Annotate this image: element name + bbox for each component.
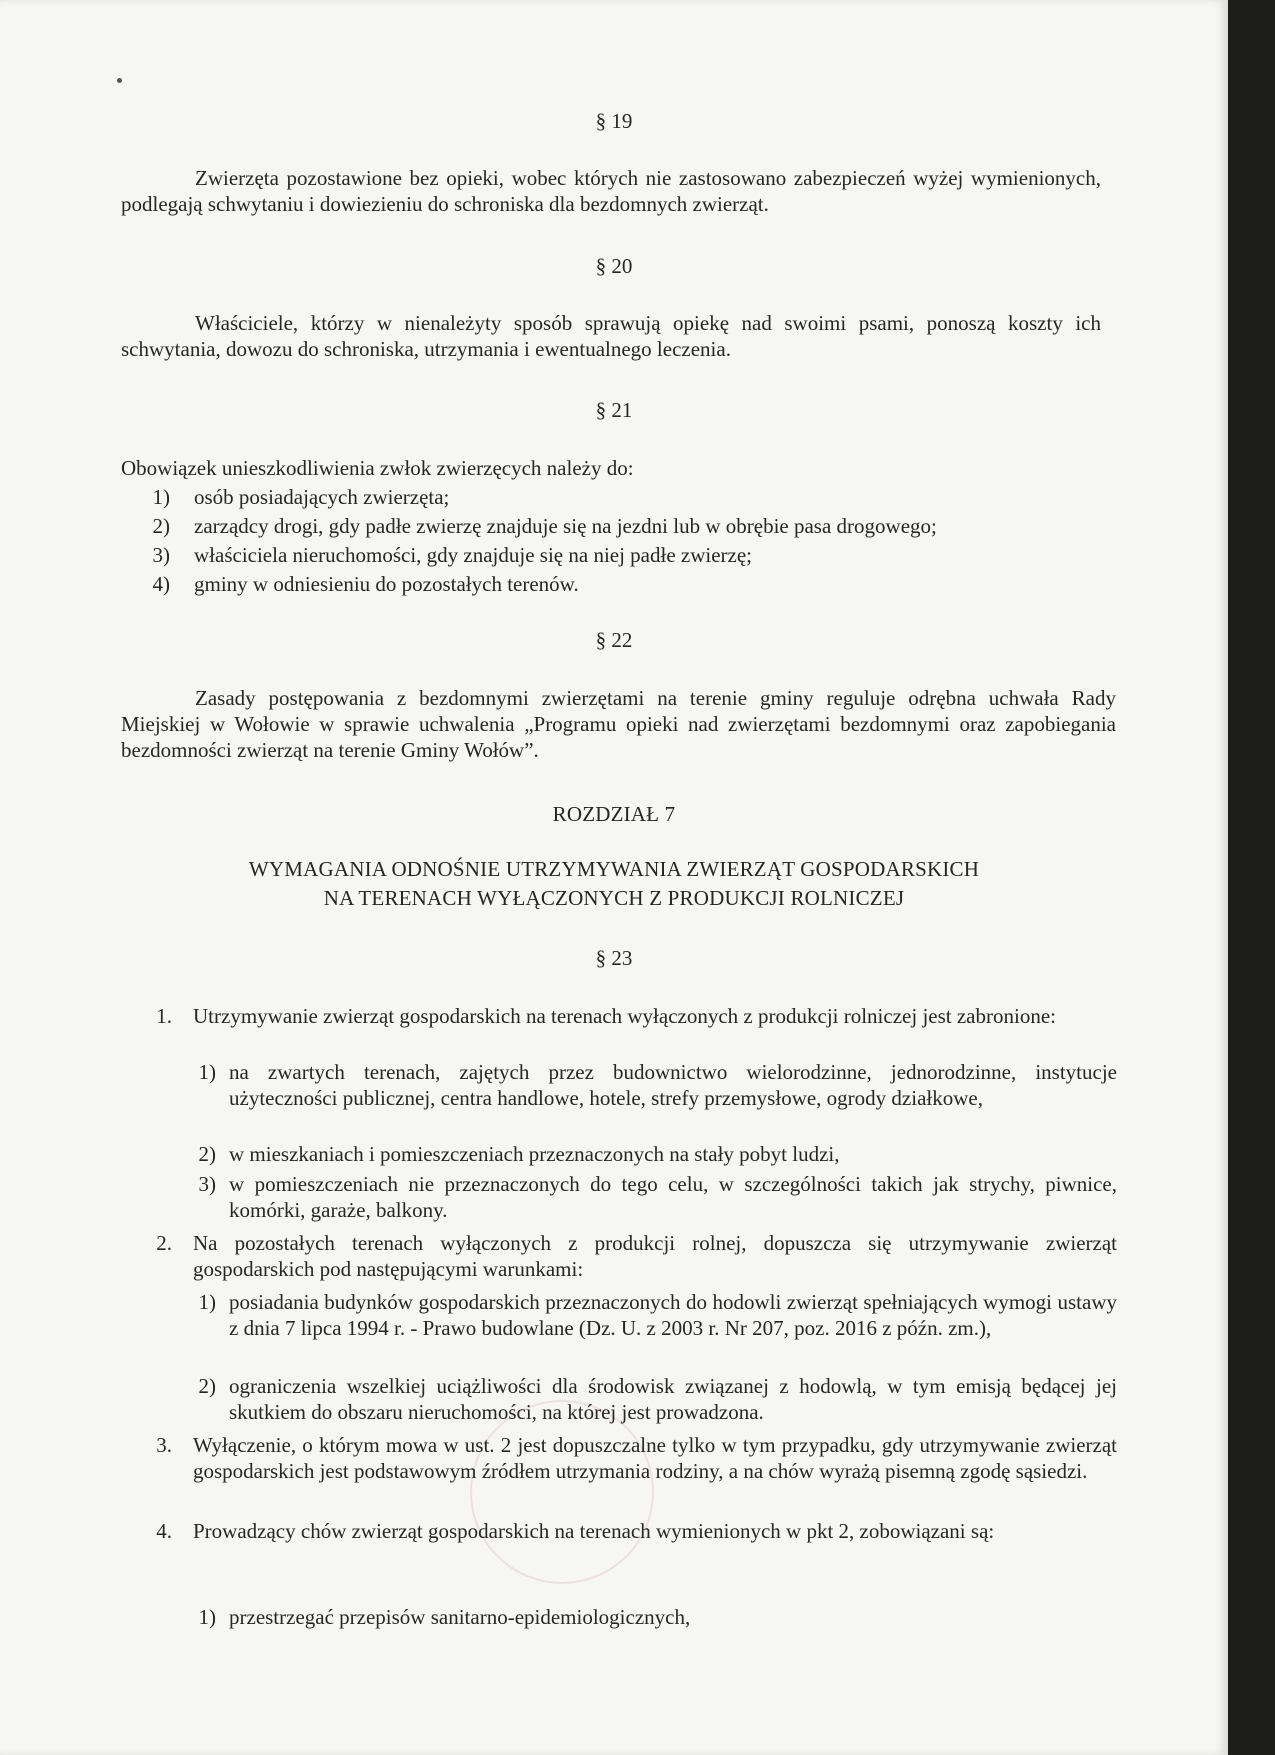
section-22-text: Zasady postępowania z bezdomnymi zwierzętami na terenie gminy reguluje odrębna uchwała Rady Miejskiej w Wołowie w sprawie uchwalenia „Programu opieki nad zwierzętami bezdomnymi oraz zapobiegania bezdomności zwierząt na terenie Gminy Wołów”. (121, 686, 1116, 762)
section-21-intro: Obowiązek unieszkodliwienia zwłok zwierzęcych należy do: (121, 456, 634, 480)
list-item: osób posiadających zwierzęta; (194, 485, 450, 509)
list-number: 1) (198, 1290, 216, 1314)
paragraph-text: Prowadzący chów zwierząt gospodarskich na terenach wymienionych w pkt 2, zobowiązani są: (193, 1519, 995, 1543)
section-19-title: § 19 (595, 109, 633, 133)
chapter-title-line-1: WYMAGANIA ODNOŚNIE UTRZYMYWANIA ZWIERZĄT GOSPODARSKICH (248, 857, 980, 881)
list-number: 1) (152, 485, 170, 509)
list-item: ograniczenia wszelkiej uciążliwości dla środowisk związanej z hodowlą, w tym emisją będącej jej skutkiem do obszaru nieruchomości, na której jest prowadzona. (229, 1374, 1117, 1424)
paragraph-number: 2. (156, 1231, 172, 1255)
section-21-title: § 21 (595, 398, 633, 422)
list-item: w pomieszczeniach nie przeznaczonych do tego celu, w szczególności takich jak strychy, piwnice, komórki, garaże, balkony. (229, 1172, 1117, 1222)
chapter-label: ROZDZIAŁ 7 (552, 802, 676, 826)
list-number: 3) (152, 543, 170, 567)
faint-stamp (470, 1400, 654, 1584)
section-22-title: § 22 (595, 628, 633, 652)
list-number: 2) (198, 1374, 216, 1398)
list-item: na zwartych terenach, zajętych przez budownictwo wielorodzinne, jednorodzinne, instytucje użyteczności publicznej, centra handlowe, hotele, strefy przemysłowe, ogrody działkowe, (229, 1060, 1117, 1110)
list-item: gminy w odniesieniu do pozostałych terenów. (194, 572, 579, 596)
list-item: posiadania budynków gospodarskich przeznaczonych do hodowli zwierząt spełniających wymogi ustawy z dnia 7 lipca 1994 r. - Prawo budowlane (Dz. U. z 2003 r. Nr 207, poz. 2016 z późn. zm.), (229, 1290, 1117, 1340)
list-number: 1) (198, 1605, 216, 1629)
list-item: właściciela nieruchomości, gdy znajduje się na niej padłe zwierzę; (194, 543, 753, 567)
paragraph-number: 4. (156, 1519, 172, 1543)
section-19-text: Zwierzęta pozostawione bez opieki, wobec których nie zastosowano zabezpieczeń wyżej wymienionych, podlegają schwytaniu i dowiezieniu do schroniska dla bezdomnych zwierząt. (121, 166, 1101, 216)
list-number: 4) (152, 572, 170, 596)
section-20-text: Właściciele, którzy w nienależyty sposób sprawują opiekę nad swoimi psami, ponoszą koszty ich schwytania, dowozu do schroniska, utrzymania i ewentualnego leczenia. (121, 311, 1101, 361)
list-item: przestrzegać przepisów sanitarno-epidemiologicznych, (229, 1605, 691, 1629)
list-number: 1) (198, 1060, 216, 1084)
section-23-title: § 23 (595, 946, 633, 970)
list-item: w mieszkaniach i pomieszczeniach przeznaczonych na stały pobyt ludzi, (229, 1142, 840, 1166)
list-number: 2) (152, 514, 170, 538)
paragraph-text: Na pozostałych terenach wyłączonych z produkcji rolnej, dopuszcza się utrzymywanie zwierząt gospodarskich pod następującymi warunkami: (193, 1231, 1117, 1281)
list-number: 2) (198, 1142, 216, 1166)
paragraph-text: Utrzymywanie zwierząt gospodarskich na terenach wyłączonych z produkcji rolniczej jest zabronione: (193, 1004, 1056, 1028)
chapter-title-line-2: NA TERENACH WYŁĄCZONYCH Z PRODUKCJI ROLNICZEJ (323, 886, 905, 910)
scan-speck (117, 78, 122, 83)
section-20-title: § 20 (595, 254, 633, 278)
paragraph-number: 3. (156, 1433, 172, 1457)
paragraph-number: 1. (156, 1004, 172, 1028)
list-number: 3) (198, 1172, 216, 1196)
list-item: zarządcy drogi, gdy padłe zwierzę znajduje się na jezdni lub w obrębie pasa drogowego; (194, 514, 937, 538)
paragraph-text: Wyłączenie, o którym mowa w ust. 2 jest dopuszczalne tylko w tym przypadku, gdy utrzymywanie zwierząt gospodarskich jest podstawowym źródłem utrzymania rodziny, a na chów wyrażą pisemną zgodę sąsiedzi. (193, 1433, 1117, 1483)
